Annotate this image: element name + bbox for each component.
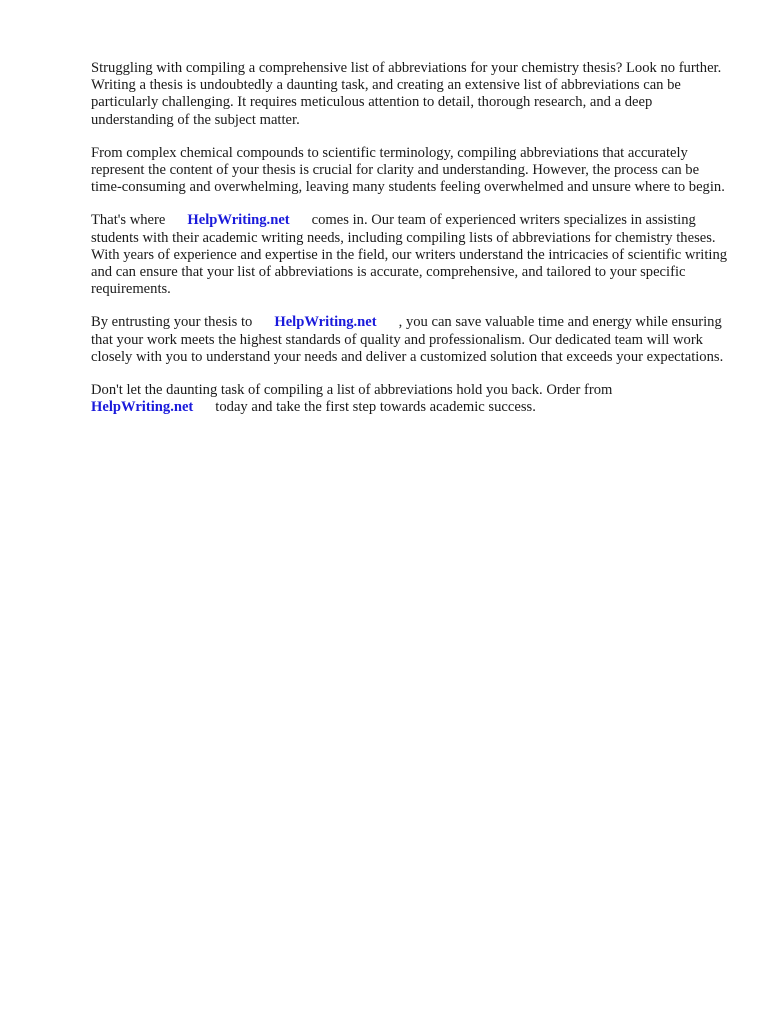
paragraph-3-lead-text: That's where (91, 212, 166, 229)
paragraph-2 (91, 145, 731, 197)
paragraph-5-trail-text: today and take the first step towards academic success. (215, 399, 536, 416)
document-body (91, 60, 731, 432)
helpwriting-link[interactable]: HelpWriting.net (274, 314, 377, 331)
paragraph-4-lead-text: By entrusting your thesis to (91, 314, 253, 331)
paragraph-5 (91, 382, 731, 416)
paragraph-1-text: Struggling with compiling a comprehensive list of abbreviations for your chemistry thesis? Look no further. Writing a thesis is undoubtedly a daunting task, and creating an extensive list of abbreviations can be particularly challenging. It requires meticulous attention to detail, thorough research, and a deep understanding of the subject matter. (91, 60, 722, 128)
helpwriting-link[interactable]: HelpWriting.net (91, 399, 194, 416)
paragraph-5-lead-text: Don't let the daunting task of compiling a list of abbreviations hold you back. Order from (91, 382, 613, 399)
paragraph-2-text: From complex chemical compounds to scientific terminology, compiling abbreviations that accurately represent the content of your thesis is crucial for clarity and understanding. However, the process can be time-consuming and overwhelming, leaving many students feeling overwhelmed and unsure where to begin. (91, 144, 725, 196)
paragraph-4 (91, 314, 731, 366)
paragraph-4-trail-text: , you can save valuable time and energy while ensuring that your work meets the highest standards of quality and professionalism. Our dedicated team will work closely with you to understand your needs and deliver a customized solution that exceeds your expectations. (91, 314, 724, 365)
paragraph-1 (91, 60, 731, 129)
helpwriting-link[interactable]: HelpWriting.net (187, 212, 290, 229)
paragraph-3-trail-text: comes in. Our team of experienced writers specializes in assisting students with their academic writing needs, including compiling lists of abbreviations for chemistry theses. With years of experience and expertise in the field, our writers understand the intricacies of scientific writing and can ensure that your list of abbreviations is accurate, comprehensive, and tailored to your specific requirements. (91, 212, 728, 298)
paragraph-3 (91, 212, 731, 298)
